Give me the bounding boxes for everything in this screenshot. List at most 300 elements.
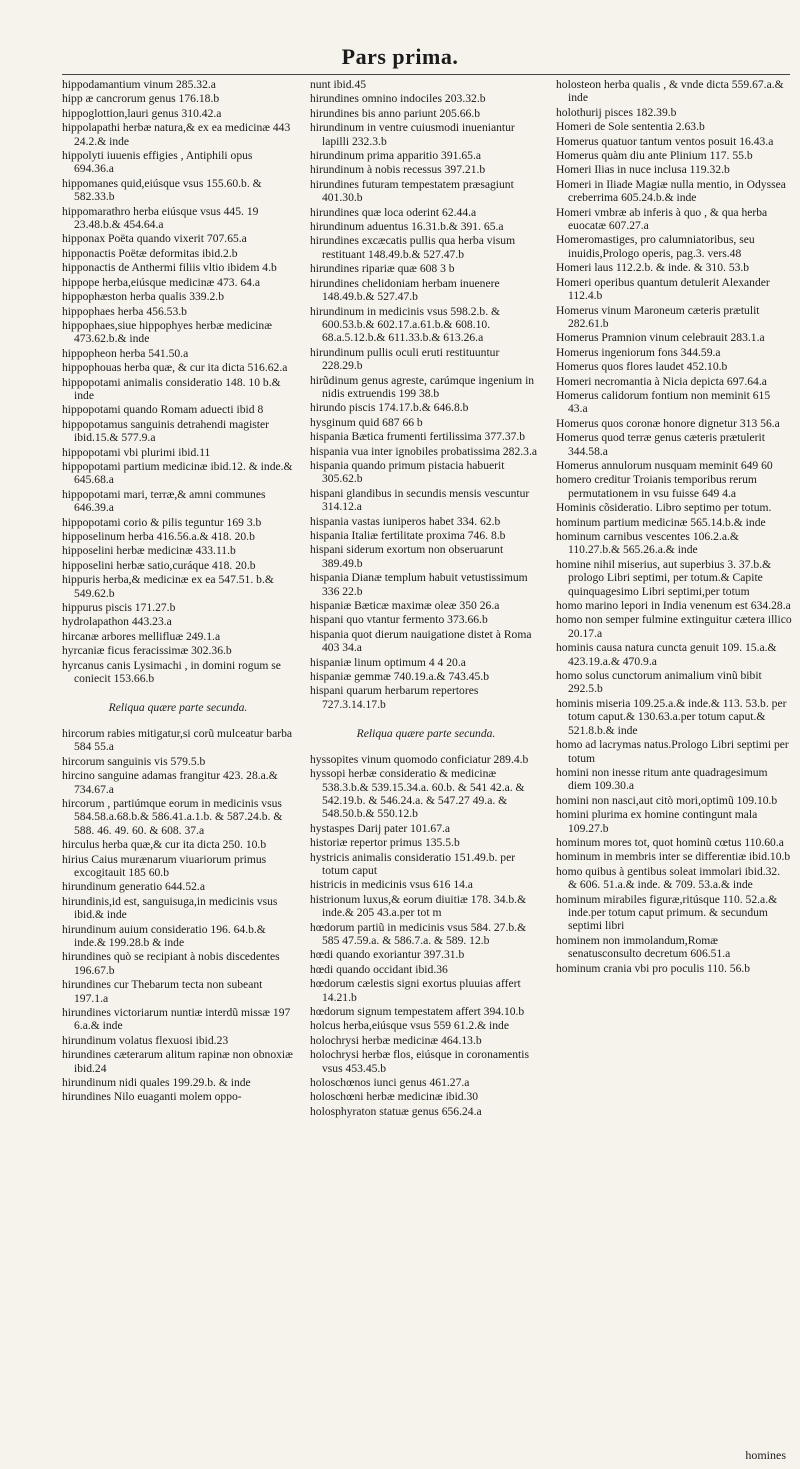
index-entry [310,430,542,443]
index-entry [310,767,542,821]
index-entry [556,417,792,430]
entry-text: hippolapathi herbæ natura,& ex ea medicinæ [62,121,270,135]
index-entry [556,516,792,529]
index-entry [556,641,792,668]
entry-reference: 197.1.a [74,991,109,1005]
entry-text: hominum mores tot, quot hominũ cœtus [556,835,742,849]
entry-text: hippopotami vbi plurimi [62,445,176,459]
index-entry [310,374,542,401]
entry-text: homo solus cunctorum animalium vinũ bibit [556,669,762,683]
index-entry [310,836,542,849]
entry-text: hirculus herba quæ,& cur ita dicta 250. 10.b [62,838,267,852]
index-entry [62,1076,294,1089]
entry-text: hircorum rabies mitigatur,si corũ mulceatur barba [62,726,293,740]
entry-reference: ibid.11 [175,445,211,459]
entry-reference: 169 3.b [223,515,262,529]
entry-reference: 516.62.a [244,361,288,375]
index-entry [62,446,294,459]
catchword: homines [745,1448,786,1462]
entry-text: homo non semper fulmine extinguitur cætera illico [556,613,792,627]
entry-text: hippopotami partium medicinæ ibid.12. & inde.& 645.68.a [62,459,293,487]
index-entry [62,261,294,274]
entry-reference: 350 26.a [456,599,500,613]
index-entry [310,346,542,373]
entry-reference: 644.52.a [162,880,205,894]
entry-text: hirundines victoriarum nuntiæ interdũ missæ [62,1006,271,1019]
index-entry [310,1034,542,1047]
index-entry [310,529,542,542]
entry-text: hippopotami corio & pilis teguntur [62,515,224,529]
index-entry [62,177,294,204]
index-entry [556,304,792,331]
entry-text: hirundines chelidoniam herbam inuenere [310,276,500,290]
entry-text: hœdorum signum tempestatem affert 394.10.b [310,1005,525,1018]
index-entry [556,360,792,373]
entry-text: hispania Italiæ fertilitate proxima 746. 8.b [310,529,506,542]
index-entry [62,92,294,105]
entry-reference: 443.23.a [128,615,172,629]
index-entry [556,934,792,961]
entry-reference: 707.65.a [204,232,247,246]
entry-text: hipposelini herbæ medicinæ [62,544,193,558]
index-entry [310,822,542,835]
index-entry [556,893,792,933]
entry-text: hirundinum in medicinis vsus 598.2.b. & 600.53.b.& 602.17.a.61.b.& 608.10. 68.a.5.12.b.& 611.33.b.& 613.26.a [310,304,501,345]
index-entry [62,319,294,346]
entry-text: Homerus vinum Maroneum cæteris prætulit [556,303,760,317]
entry-text: Homeri vmbræ ab inferis à quo , & qua herba euocatæ [556,205,768,233]
index-entry [556,669,792,696]
entry-reference: 389.49.b [322,556,363,570]
entry-text: homini non inesse ritum ante quadragesimum diem [556,765,768,793]
index-entry [62,630,294,643]
entry-text: Homerus quatuor tantum ventos posuit 16.43.a [556,134,774,148]
entry-text: hipponax Poëta quando vixerit [62,232,204,246]
entry-text: hippomanes quid,eiúsque vsus 155.60.b. & 582.33.b [62,176,262,204]
index-entry [62,460,294,487]
entry-text: hispani quarum herbarum repertores 727.3.14.17.b [310,684,479,711]
entry-text: hirundines bis anno pariunt [310,106,437,120]
entry-text: hirundinum prima apparitio [310,149,439,163]
index-entry [62,232,294,245]
index-entry [556,261,792,274]
index-entry [310,571,542,598]
entry-reference: 2.63.b [672,120,705,134]
entry-reference: ibid.10.b [746,850,791,864]
entry-text: hirundines cæterarum alitum rapinæ non obnoxiæ [62,1048,293,1062]
entry-text: hippodamantium vinum [62,78,174,91]
index-entry [556,389,792,416]
index-entry [310,206,542,219]
entry-text: histrionum luxus,& eorum diuitiæ 178. 34.b.& inde.& 205 43.a.per tot m [310,892,527,920]
entry-text: hirundinum auium consideratio 196. 64.b.& inde.& 199.28.b & inde [62,922,266,949]
entry-text: hirundinum à nobis recessus [310,163,442,177]
entry-text: holcus herba,eiúsque vsus 559 61.2.& inde [310,1019,509,1033]
entry-text: holoschœnos iunci genus [310,1076,427,1090]
index-entry [62,403,294,416]
index-entry [556,178,792,205]
index-entry [310,963,542,976]
entry-reference: 608 3 b [416,262,455,276]
index-entry [556,697,792,737]
entry-text: historiæ repertor primus [310,836,423,850]
index-entry [556,766,792,793]
entry-text: hippolyti iuuenis effigies , Antiphili opus [62,149,253,163]
index-entry [310,178,542,205]
entry-text: hispania quando primum pistacia habuerit [310,458,505,472]
entry-text: holosphyraton statuæ genus [310,1104,439,1118]
index-entry [310,277,542,304]
index-entry [556,149,792,162]
index-entry [310,628,542,655]
entry-text: hippopheon herba [62,346,146,360]
index-entry [62,950,294,977]
entry-reference: 433.11.b [192,544,236,558]
index-entry [310,262,542,275]
entry-reference: 302.36.b [188,644,232,658]
index-entry [62,895,294,922]
index-entry [310,445,542,458]
entry-reference: 174.17.b.& 646.8.b [375,401,469,415]
index-entry [556,473,792,500]
entry-text: Homeromastiges, pro calumniatoribus, seu inuidis,Prologo operis, pag.3. vers.48 [556,233,755,260]
entry-text: hispania Dianæ templum habuit vetustissimum [310,571,528,585]
entry-text: hippoglottion,lauri genus [62,106,179,120]
entry-text: Homerus ingeniorum fons [556,345,678,359]
entry-text: hirundines quæ loca oderint [310,205,440,219]
entry-reference: 373.66.b [444,613,488,627]
entry-text: hirundinum in ventre cuiusmodi inueniantur lapilli [310,121,515,148]
index-entry [310,1105,542,1118]
index-entry [310,851,542,878]
index-entry [556,962,792,975]
entry-reference: 397.21.b [441,163,486,177]
entry-text: hysginum quid [310,415,380,429]
entry-text: Homerus quos flores laudet [556,360,684,374]
entry-text: hispani quo vtantur fermento [310,613,445,627]
entry-reference: 391.65.a [438,149,481,163]
index-entry [62,376,294,403]
entry-text: hystricis animalis consideratio 151.49.b. per totum caput [310,850,516,877]
index-entry [310,234,542,261]
entry-text: hispania Bætica frumenti fertilissima [310,430,482,444]
entry-text: hispaniæ linum optimum [310,655,426,669]
index-entry [556,163,792,176]
entry-reference: 282.3.a [499,444,538,458]
index-entry [556,106,792,119]
entry-text: homo ad lacrymas natus.Prologo Libri septimi per totum [556,738,789,765]
entry-text: hippophouas herba quæ, & cur ita dicta [62,361,245,375]
entry-reference: 344.58.a [568,444,608,458]
index-entry [556,808,792,835]
page-title: Pars prima. [341,44,459,69]
index-entry [62,530,294,543]
index-entry [310,921,542,948]
index-entry [310,543,542,570]
index-entry [556,613,792,640]
entry-reference: 182.39.b [632,105,677,119]
entry-text: hippopotamus sanguinis detrahendi magister [62,417,270,431]
column-2 [310,78,542,1119]
entry-reference: 656.24.a [438,1104,482,1118]
entry-text: hirundinum generatio [62,880,163,894]
index-entry [310,670,542,683]
entry-text: hirũdinum genus agreste, carúmque ingenium in nidis extruendis [310,373,535,400]
entry-text: Homerus calidorum fontium non meminit [556,388,750,402]
entry-text: holochrysi herbæ medicinæ [310,1033,439,1047]
entry-text: hirundinum volatus flexuosi [62,1033,193,1047]
entry-text: hippophæston herba qualis [62,290,187,304]
index-entry [310,893,542,920]
entry-text: hyrcaniæ ficus feracissimæ [62,644,189,658]
entry-reference: 456.53.b [143,304,187,318]
index-entry [310,305,542,345]
entry-text: hominum carnibus vescentes 106.2.a.& 110.27.b.& 565.26.a.& inde [556,530,739,557]
entry-text: hircino sanguine adamas frangitur 423. 28.a.& 734.67.a [62,769,278,796]
entry-text: hirundines ripariæ quæ [310,262,417,276]
entry-reference: 109.30.a [591,779,635,793]
index-entry [310,656,542,669]
index-entry [310,220,542,233]
entry-text: homero creditur Troianis temporibus rerum permutationem in vsu fuisse 649 4.a [556,473,757,500]
index-entry [310,149,542,162]
index-entry [310,107,542,120]
entry-text: homo quibus à gentibus soleat immolari ibid.32. & 606. 51.a.& inde. & 709. 53.a.& inde [556,864,781,892]
entry-reference: 119.32.b [686,163,730,177]
entry-reference: 452.10.b [683,360,728,374]
entry-reference: 196.67.b [74,963,115,977]
entry-reference: ibid.15.& 577.9.a [74,431,156,445]
entry-text: hyrcanus canis Lysimachi , in domini rogum se coniecit [62,658,281,686]
entry-reference: 464.13.b [438,1033,482,1047]
entry-text: hominis miseria 109.25.a.& inde.& 113. 53.b. per totum caput.& 130.63.a.per totum caput.& 521.8.b.& inde [556,696,787,737]
index-entry [310,977,542,1004]
entry-text: hippope herba,eiúsque medicinæ 473. 64.a [62,275,261,289]
index-entry [556,135,792,148]
entry-reference: 339.2.b [186,290,224,304]
index-entry [556,120,792,133]
entry-text: Homerus Pramnion vinum celebrauit 283.1.a [556,331,765,345]
entry-reference: 171.27.b [131,601,176,615]
index-entry [556,558,792,598]
entry-text: hircorum sanguinis vis [62,754,168,768]
entry-reference: 541.50.a [145,346,189,360]
index-entry [62,247,294,260]
index-entry [310,948,542,961]
index-entry [310,78,542,91]
index-entry [62,78,294,91]
column-3 [556,78,792,976]
entry-reference: 453.45.b [342,1061,387,1075]
entry-reference: 616 14.a [430,878,473,892]
index-entry [310,459,542,486]
entry-reference: 584 55.a [74,740,114,754]
entry-text: hominum partium medicinæ 565.14.b.& inde [556,515,766,529]
index-entry [310,1048,542,1075]
entry-text: hispani glandibus in secundis mensis vescuntur [310,486,530,500]
entry-text: hominum mirabiles figuræ,ritúsque 110. 52.a.& inde.per totum caput primum. & secundum septimi libri [556,892,778,933]
entry-reference: 62.44.a [439,205,477,219]
index-entry [62,978,294,1005]
index-entry [556,431,792,458]
index-entry [310,121,542,148]
entry-reference: 697.64.a [724,374,767,388]
entry-reference: ibid.24 [74,1061,107,1075]
entry-text: Homeri necromantia à Nicia depicta [556,374,725,388]
entry-reference: 397.31.b [420,948,465,962]
index-entry [556,794,792,807]
entry-reference: 336 22.b [322,584,363,598]
entry-text: hœdorum cælestis signi exortus pluuias affert [310,977,521,991]
index-entry [62,305,294,318]
entry-text: hirundinum aduentus 16.31.b.& 391. 65.a [310,220,504,234]
index-entry [556,375,792,388]
entry-text: homini non nasci,aut citò mori,optimũ 109.10.b [556,793,778,807]
entry-text: hirundinis,id est, sanguisuga,in medicinis vsus [62,894,278,908]
entry-text: hircorum , partiúmque eorum in medicinis vsus 584.58.a.68.b.& 586.41.a.1.b. & 587.24.b. & 588. 46. 49. 60. & 608. 37.a [62,796,283,837]
entry-text: Hominis cõsideratio. Libro septimo per totum. [556,501,772,515]
index-entry [556,233,792,260]
entry-reference: 289.4.b [490,752,529,766]
entry-reference: 473.62.b.& inde [74,332,150,346]
entry-reference: 199 38.b [395,386,440,400]
entry-text: hircanæ arbores mellifluæ [62,629,184,643]
entry-reference: ibid.36 [412,962,448,976]
header-rule [62,74,790,75]
entry-reference: 403 34.a [322,641,362,655]
entry-text: hippopotami animalis consideratio 148. 10 b.& inde [62,375,281,402]
entry-text: hispania vastas iuniperos habet 334. 62.b [310,514,501,528]
entry-reference: ibid.30 [442,1090,479,1104]
entry-text: hirundines quò se recipiant à nobis discedentes [62,950,280,964]
index-entry [62,121,294,148]
entry-text: hispania vua inter ignobiles probatissima [310,444,500,458]
index-entry [62,149,294,176]
index-entry [310,416,542,429]
entry-text: hirundo piscis [310,401,376,415]
entry-reference: 135.5.b [422,836,460,850]
entry-reference: 607.27.a [606,219,649,233]
index-entry [556,501,792,514]
entry-text: Homerus quod terræ genus cæteris prætulerit [556,431,765,445]
index-entry [62,516,294,529]
entry-reference: ibid 8 [233,403,264,417]
index-entry [556,599,792,612]
index-entry [310,1076,542,1089]
entry-text: hœdorum partiũ in medicinis vsus 584. 27.b.& 585 47.59.a. & 586.7.a. & 589. 12.b [310,920,527,947]
entry-text: hominum crania vbi pro poculis 110. 56.b [556,961,751,975]
entry-reference: 687 66 b [379,415,423,429]
index-entry [556,276,792,303]
entry-text: homine nihil miserius, aut superbius 3. 37.b.& prologo Libri septimi, per totum.& Capite quinquagesimo Libri septimi,per totum [556,557,772,598]
entry-reference: 615 43.a [568,388,771,416]
entry-text: hippopotami quando Romam aduecti [62,403,234,417]
entry-reference: 110.60.a [741,835,784,849]
entry-reference: 282.61.b [568,316,609,330]
index-entry [556,206,792,233]
index-entry [310,753,542,766]
entry-text: homini plurima ex homine contingunt mala [556,808,758,822]
entry-reference: 101.67.a [407,821,451,835]
index-entry [310,163,542,176]
entry-text: hippophaes herba [62,304,144,318]
entry-text: hippopotami mari, terræ,& amni communes [62,487,266,501]
index-entry [62,797,294,837]
entry-reference: 646.39.a [74,501,114,515]
index-entry [62,290,294,303]
entry-text: Homerus quos coronæ honore dignetur [556,416,737,430]
index-entry [310,401,542,414]
entry-text: Homeri Ilias in nuce inclusa [556,163,687,177]
entry-reference: 203.32.b [442,92,486,106]
index-entry [556,530,792,557]
entry-reference: 232.3.b [349,134,387,148]
entry-text: holothurij pisces [556,105,633,119]
entry-reference: 148.49.b.& 527.47.b [322,290,418,304]
index-entry [62,880,294,893]
index-entry [62,107,294,120]
entry-reference: 292.5.b [568,682,603,696]
entry-reference: 109.27.b [568,821,609,835]
entry-text: hipponactis de Anthermi filiis vltio ibidem [62,261,260,275]
entry-reference: 310.42.a [178,106,222,120]
entry-reference: 249.1.a [183,629,221,643]
entry-text: Homeri operibus quantum detulerit Alexander [556,275,770,289]
entry-reference: 176.18.b [175,92,220,106]
index-entry [62,615,294,628]
index-entry [310,1005,542,1018]
entry-reference: 285.32.a [173,78,216,91]
index-entry [62,559,294,572]
entry-text: hyssopites vinum quomodo conficiatur [310,752,491,766]
index-entry [62,923,294,950]
entry-text: Homeri laus 112.2.b. & inde. & 310. 53.b [556,261,750,275]
entry-text: hipposelinum herba 416.56.a.& 418. 20.b [62,530,255,543]
entry-reference: 634.28.a [747,599,791,613]
index-entry [556,836,792,849]
entry-reference: 4.b [259,261,277,275]
entry-text: hominem non immolandum,Romæ senatusconsulto decretum [556,933,718,961]
index-entry [310,92,542,105]
entry-reference: 344.59.a [677,345,721,359]
entry-text: hippuris herba,& medicinæ ex ea 547.51. b.& 549.62.b [62,573,274,600]
index-entry [62,601,294,614]
index-entry [62,347,294,360]
index-entry [556,738,792,765]
index-entry [62,205,294,232]
index-entry [62,838,294,851]
entry-reference: ibid.2.b [199,246,238,260]
entry-text: hirundines excæcatis pullis qua herba visum restituant 148.49.b.& 527.47.b [310,234,516,261]
entry-reference: 228.29.b [322,359,363,373]
entry-text: hirundines omnino indociles [310,92,443,106]
entry-text: Homerus annulorum nusquam meminit 649 60 [556,458,773,472]
entry-text: hirundines Nilo euaganti molem oppo- [62,1090,242,1104]
index-entry [556,346,792,359]
entry-text: hirundines cur Thebarum tecta non subeant [62,978,263,992]
index-entry [62,1034,294,1047]
entry-text: Homerus quàm diu ante Plinium 117. 55.b [556,149,753,163]
entry-text: hyssopi herbæ consideratio & medicinæ 538.3.b.& 539.15.34.a. 60.b. & 541 42.a. & 542.19.b. & 546.24.a. & 547.27 49.a. & 548.50.b.& 550.12.b [310,767,525,821]
entry-reference: 694.36.a [74,162,114,176]
entry-text: hirundinum nidi quales 199.29.b. & inde [62,1076,251,1090]
entry-reference: 606.51.a [687,947,731,961]
entry-text: hispaniæ gemmæ 740.19.a.& 743.45.b [310,670,490,684]
entry-text: homo marino lepori in India venenum est [556,599,748,613]
index-entry [62,1006,294,1033]
entry-reference: 313 56.a [736,416,780,430]
index-entry [62,361,294,374]
